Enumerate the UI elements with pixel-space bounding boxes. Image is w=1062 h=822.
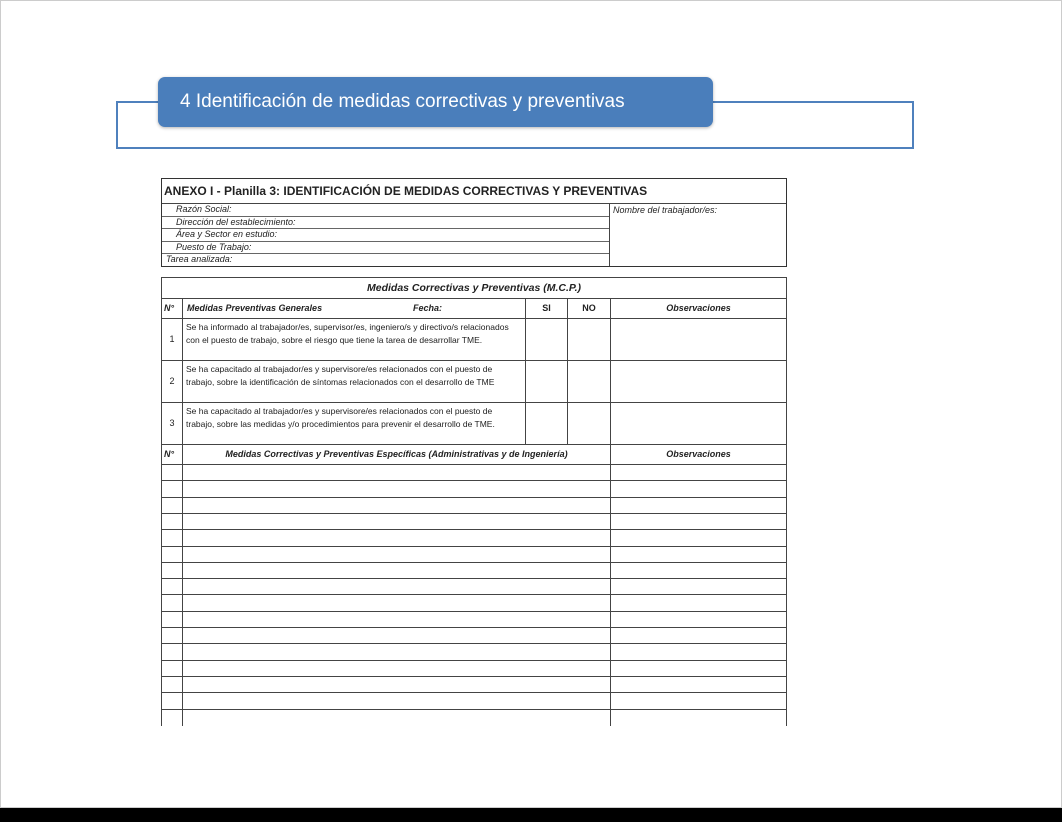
- empty-obs-cell[interactable]: [610, 660, 787, 677]
- obs-cell[interactable]: [610, 318, 787, 361]
- bracket-line: [713, 101, 914, 103]
- col-obs-specific: Observaciones: [610, 444, 787, 465]
- obs-cell[interactable]: [610, 360, 787, 403]
- empty-obs-cell[interactable]: [610, 676, 787, 693]
- empty-measure-cell[interactable]: [182, 660, 611, 677]
- empty-obs-cell[interactable]: [610, 578, 787, 595]
- empty-measure-cell[interactable]: [182, 513, 611, 530]
- field-area-sector: Área y Sector en estudio:: [162, 229, 609, 242]
- empty-n-cell[interactable]: [161, 660, 183, 677]
- empty-measure-cell[interactable]: [182, 480, 611, 497]
- field-puesto: Puesto de Trabajo:: [162, 242, 609, 255]
- empty-measure-cell[interactable]: [182, 594, 611, 611]
- empty-n-cell[interactable]: [161, 497, 183, 514]
- row-number: 1: [161, 318, 183, 361]
- empty-n-cell[interactable]: [161, 562, 183, 579]
- mcp-table: [161, 277, 787, 721]
- empty-n-cell[interactable]: [161, 578, 183, 595]
- row-number: 3: [161, 402, 183, 445]
- empty-obs-cell[interactable]: [610, 627, 787, 644]
- bracket-line: [116, 147, 914, 149]
- bracket-line: [116, 101, 118, 149]
- empty-obs-cell[interactable]: [610, 546, 787, 563]
- empty-obs-cell[interactable]: [610, 611, 787, 628]
- table-title: Medidas Correctivas y Preventivas (M.C.P.): [161, 277, 787, 299]
- empty-measure-cell[interactable]: [182, 709, 611, 726]
- slide-title: 4 Identificación de medidas correctivas y preventivas: [158, 77, 713, 127]
- empty-measure-cell[interactable]: [182, 692, 611, 709]
- si-cell[interactable]: [525, 318, 568, 361]
- form-heading: ANEXO I - Planilla 3: IDENTIFICACIÓN DE MEDIDAS CORRECTIVAS Y PREVENTIVAS: [164, 184, 648, 198]
- col-specific: Medidas Correctivas y Preventivas Específicas (Administrativas y de Ingeniería): [182, 444, 611, 465]
- empty-measure-cell[interactable]: [182, 546, 611, 563]
- empty-n-cell[interactable]: [161, 480, 183, 497]
- empty-measure-cell[interactable]: [182, 578, 611, 595]
- col-general: Medidas Preventivas Generales Fecha:: [182, 298, 526, 319]
- row-text: Se ha capacitado al trabajador/es y supervisore/es relacionados con el puesto de trabajo, sobre la identificación de síntomas relacionados con el desarrollo de TME: [182, 360, 526, 403]
- empty-measure-cell[interactable]: [182, 529, 611, 546]
- row-number: 2: [161, 360, 183, 403]
- empty-n-cell[interactable]: [161, 611, 183, 628]
- empty-n-cell[interactable]: [161, 513, 183, 530]
- empty-obs-cell[interactable]: [610, 513, 787, 530]
- empty-obs-cell[interactable]: [610, 709, 787, 726]
- empty-obs-cell[interactable]: [610, 529, 787, 546]
- field-direccion: Dirección del establecimiento:: [162, 217, 609, 230]
- empty-n-cell[interactable]: [161, 643, 183, 660]
- col-n: N°: [161, 298, 183, 319]
- empty-n-cell[interactable]: [161, 676, 183, 693]
- empty-measure-cell[interactable]: [182, 611, 611, 628]
- empty-n-cell[interactable]: [161, 546, 183, 563]
- no-cell[interactable]: [567, 360, 611, 403]
- empty-n-cell[interactable]: [161, 529, 183, 546]
- empty-n-cell[interactable]: [161, 692, 183, 709]
- empty-obs-cell[interactable]: [610, 480, 787, 497]
- si-cell[interactable]: [525, 360, 568, 403]
- row-text: Se ha informado al trabajador/es, supervisor/es, ingeniero/s y directivo/s relacionados con el puesto de trabajo, sobre el riesgo que tiene la tarea de desarrollar TME.: [182, 318, 526, 361]
- col-no: NO: [567, 298, 611, 319]
- empty-obs-cell[interactable]: [610, 692, 787, 709]
- field-razon-social: Razón Social:: [162, 204, 609, 217]
- row-text: Se ha capacitado al trabajador/es y supervisore/es relacionados con el puesto de trabajo, sobre las medidas y/o procedimientos para prevenir el desarrollo de TME.: [182, 402, 526, 445]
- empty-obs-cell[interactable]: [610, 594, 787, 611]
- no-cell[interactable]: [567, 318, 611, 361]
- empty-measure-cell[interactable]: [182, 643, 611, 660]
- empty-obs-cell[interactable]: [610, 497, 787, 514]
- empty-measure-cell[interactable]: [182, 497, 611, 514]
- empty-obs-cell[interactable]: [610, 464, 787, 481]
- empty-obs-cell[interactable]: [610, 562, 787, 579]
- empty-measure-cell[interactable]: [182, 627, 611, 644]
- empty-n-cell[interactable]: [161, 594, 183, 611]
- col-si: SI: [525, 298, 568, 319]
- empty-measure-cell[interactable]: [182, 676, 611, 693]
- form-header: [161, 178, 787, 267]
- worker-name-label: Nombre del trabajador/es:: [613, 205, 718, 215]
- empty-n-cell[interactable]: [161, 709, 183, 726]
- bottom-bar: [0, 808, 1062, 822]
- field-tarea: Tarea analizada:: [166, 254, 233, 265]
- col-obs: Observaciones: [610, 298, 787, 319]
- col-n-specific: N°: [161, 444, 183, 465]
- no-cell[interactable]: [567, 402, 611, 445]
- bracket-line: [912, 101, 914, 149]
- empty-measure-cell[interactable]: [182, 464, 611, 481]
- col-fecha: Fecha:: [413, 303, 443, 313]
- obs-cell[interactable]: [610, 402, 787, 445]
- bracket-line: [116, 101, 158, 103]
- empty-obs-cell[interactable]: [610, 643, 787, 660]
- empty-measure-cell[interactable]: [182, 562, 611, 579]
- empty-n-cell[interactable]: [161, 464, 183, 481]
- si-cell[interactable]: [525, 402, 568, 445]
- empty-n-cell[interactable]: [161, 627, 183, 644]
